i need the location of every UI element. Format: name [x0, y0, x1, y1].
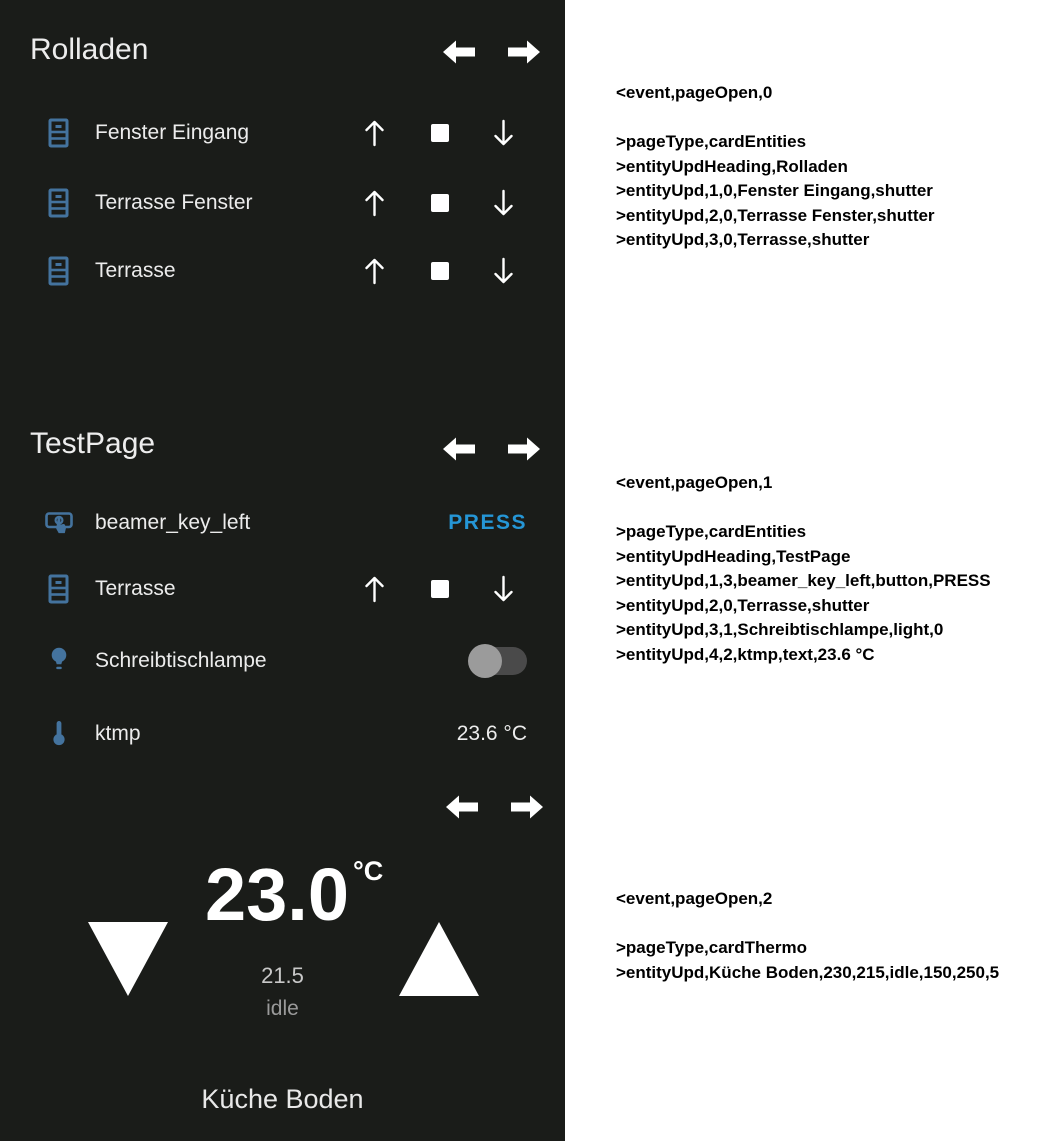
nav-prev-button[interactable] — [441, 434, 477, 464]
nav-next-button[interactable] — [509, 792, 545, 822]
console-line: >pageType,cardThermo — [616, 938, 807, 957]
shutter-up-button[interactable] — [364, 574, 385, 604]
window-shutter-icon — [48, 118, 69, 153]
entity-label: Terrasse — [95, 259, 176, 282]
console-line: >entityUpd,3,0,Terrasse,shutter — [616, 230, 870, 249]
console-line: >entityUpd,2,0,Terrasse Fenster,shutter — [616, 205, 935, 225]
window-shutter-icon — [48, 256, 69, 291]
nav-next-button[interactable] — [506, 37, 542, 67]
lightbulb-icon — [48, 645, 70, 680]
console-line: >entityUpd,3,1,Schreibtischlampe,light,0 — [616, 620, 944, 639]
shutter-up-button[interactable] — [364, 188, 385, 218]
left-arrow-icon — [441, 54, 477, 71]
console-line: >entityUpd,1,3,beamer_key_left,button,PRESS — [616, 571, 991, 590]
right-arrow-icon — [509, 809, 545, 826]
console-line: >pageType,cardEntities — [616, 132, 807, 151]
left-arrow-icon — [441, 451, 477, 468]
console-blank-line — [616, 496, 991, 521]
temperature-value: 23.6 °C — [456, 722, 527, 745]
shutter-down-button[interactable] — [493, 118, 514, 148]
light-toggle-switch[interactable] — [468, 644, 527, 678]
shutter-up-button[interactable] — [364, 118, 385, 148]
page-title: Rolladen — [30, 33, 149, 66]
entity-label: Schreibtischlampe — [95, 649, 267, 672]
shutter-down-button[interactable] — [493, 256, 514, 286]
console-blank-line — [616, 106, 935, 131]
shutter-stop-button[interactable] — [431, 194, 449, 212]
shutter-down-button[interactable] — [493, 188, 514, 218]
temp-unit: °C — [353, 856, 384, 886]
target-temp-value: 21.5 — [261, 963, 304, 988]
current-temp-value: 23.0 — [205, 853, 350, 936]
window-shutter-icon — [48, 574, 69, 609]
nav-prev-button[interactable] — [444, 792, 480, 822]
console-line: >entityUpdHeading,TestPage — [616, 546, 851, 566]
console-line: >pageType,cardEntities — [616, 522, 807, 541]
gesture-tap-icon — [45, 510, 73, 542]
console-blank-line — [616, 912, 999, 937]
thermo-title: Küche Boden — [201, 1084, 364, 1114]
thermometer-icon — [52, 719, 66, 754]
entity-label: Terrasse Fenster — [95, 191, 253, 214]
console-block-page2 — [616, 887, 999, 985]
shutter-down-button[interactable] — [493, 574, 514, 604]
nav-next-button[interactable] — [506, 434, 542, 464]
console-line: >entityUpdHeading,Rolladen — [616, 156, 848, 176]
page-title: TestPage — [30, 427, 156, 460]
entity-label: ktmp — [95, 722, 141, 745]
console-line: >entityUpd,1,0,Fenster Eingang,shutter — [616, 181, 933, 200]
console-line: <event,pageOpen,0 — [616, 83, 773, 102]
entity-label: Terrasse — [95, 577, 176, 600]
press-button[interactable]: PRESS — [448, 511, 527, 534]
shutter-stop-button[interactable] — [431, 262, 449, 280]
nav-prev-button[interactable] — [441, 37, 477, 67]
right-arrow-icon — [506, 451, 542, 468]
entity-label: beamer_key_left — [95, 511, 251, 534]
console-line: <event,pageOpen,1 — [616, 473, 773, 492]
shutter-up-button[interactable] — [364, 256, 385, 286]
entity-label: Fenster Eingang — [95, 121, 250, 144]
console-block-page0 — [616, 81, 935, 253]
console-line: >entityUpd,Küche Boden,230,215,idle,150,250,5 — [616, 962, 1000, 982]
left-arrow-icon — [444, 809, 480, 826]
toggle-knob — [468, 644, 502, 678]
console-line: >entityUpd,2,0,Terrasse,shutter — [616, 595, 870, 615]
shutter-stop-button[interactable] — [431, 580, 449, 598]
console-line: <event,pageOpen,2 — [616, 889, 773, 908]
right-arrow-icon — [506, 54, 542, 71]
console-line: >entityUpd,4,2,ktmp,text,23.6 °C — [616, 644, 875, 664]
console-block-page1 — [616, 471, 991, 667]
shutter-stop-button[interactable] — [431, 124, 449, 142]
window-shutter-icon — [48, 188, 69, 223]
hvac-state: idle — [266, 997, 299, 1020]
